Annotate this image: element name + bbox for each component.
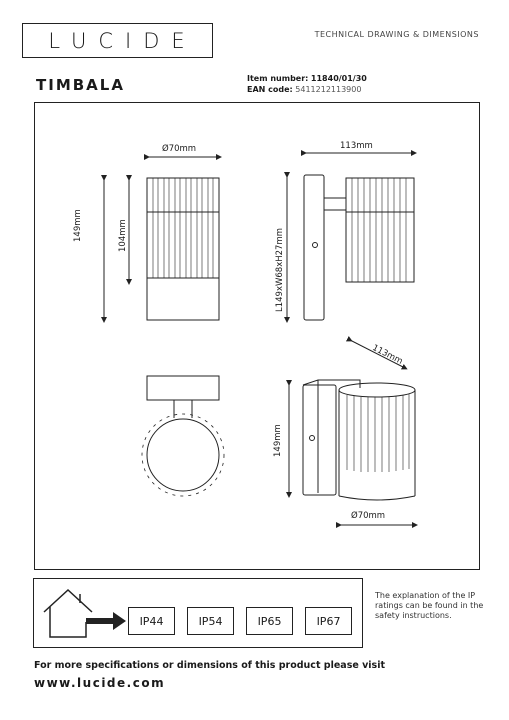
dim-overall: L149xW68xH27mm <box>275 227 285 312</box>
ip-rating-box: IP54 <box>187 607 234 635</box>
footer-more-info: For more specifications or dimensions of this product please visit <box>34 660 386 671</box>
dim-height-shade: 104mm <box>118 219 128 252</box>
dim-diameter-bottom: Ø70mm <box>351 511 386 521</box>
dim-diagonal-width: 113mm <box>370 343 405 367</box>
dim-width-side: 113mm <box>340 141 373 151</box>
dim-height-total: 149mm <box>73 209 83 242</box>
document-title: TECHNICAL DRAWING & DIMENSIONS <box>314 30 479 39</box>
dim-height-bottom: 149mm <box>273 424 283 457</box>
side-view <box>287 153 414 320</box>
top-view <box>142 376 224 496</box>
product-name: TIMBALA <box>36 76 125 94</box>
ean-code: 5411212113900 <box>295 85 362 94</box>
footer-url[interactable]: www.lucide.com <box>34 676 166 690</box>
ip-explanation-note: The explanation of the IP ratings can be found in the safety instructions. <box>375 591 484 620</box>
item-number: 11840/01/30 <box>310 74 367 83</box>
item-number-label: Item number: <box>247 74 309 83</box>
ean-label: EAN code: <box>247 85 293 94</box>
ip-rating-box: IP44 <box>128 607 175 635</box>
dim-diameter-top: Ø70mm <box>162 144 197 154</box>
brand-logo: LUCIDE <box>22 23 213 58</box>
perspective-view <box>289 340 415 525</box>
ip-rating-box: IP67 <box>305 607 352 635</box>
ip-rating-box: IP65 <box>246 607 293 635</box>
